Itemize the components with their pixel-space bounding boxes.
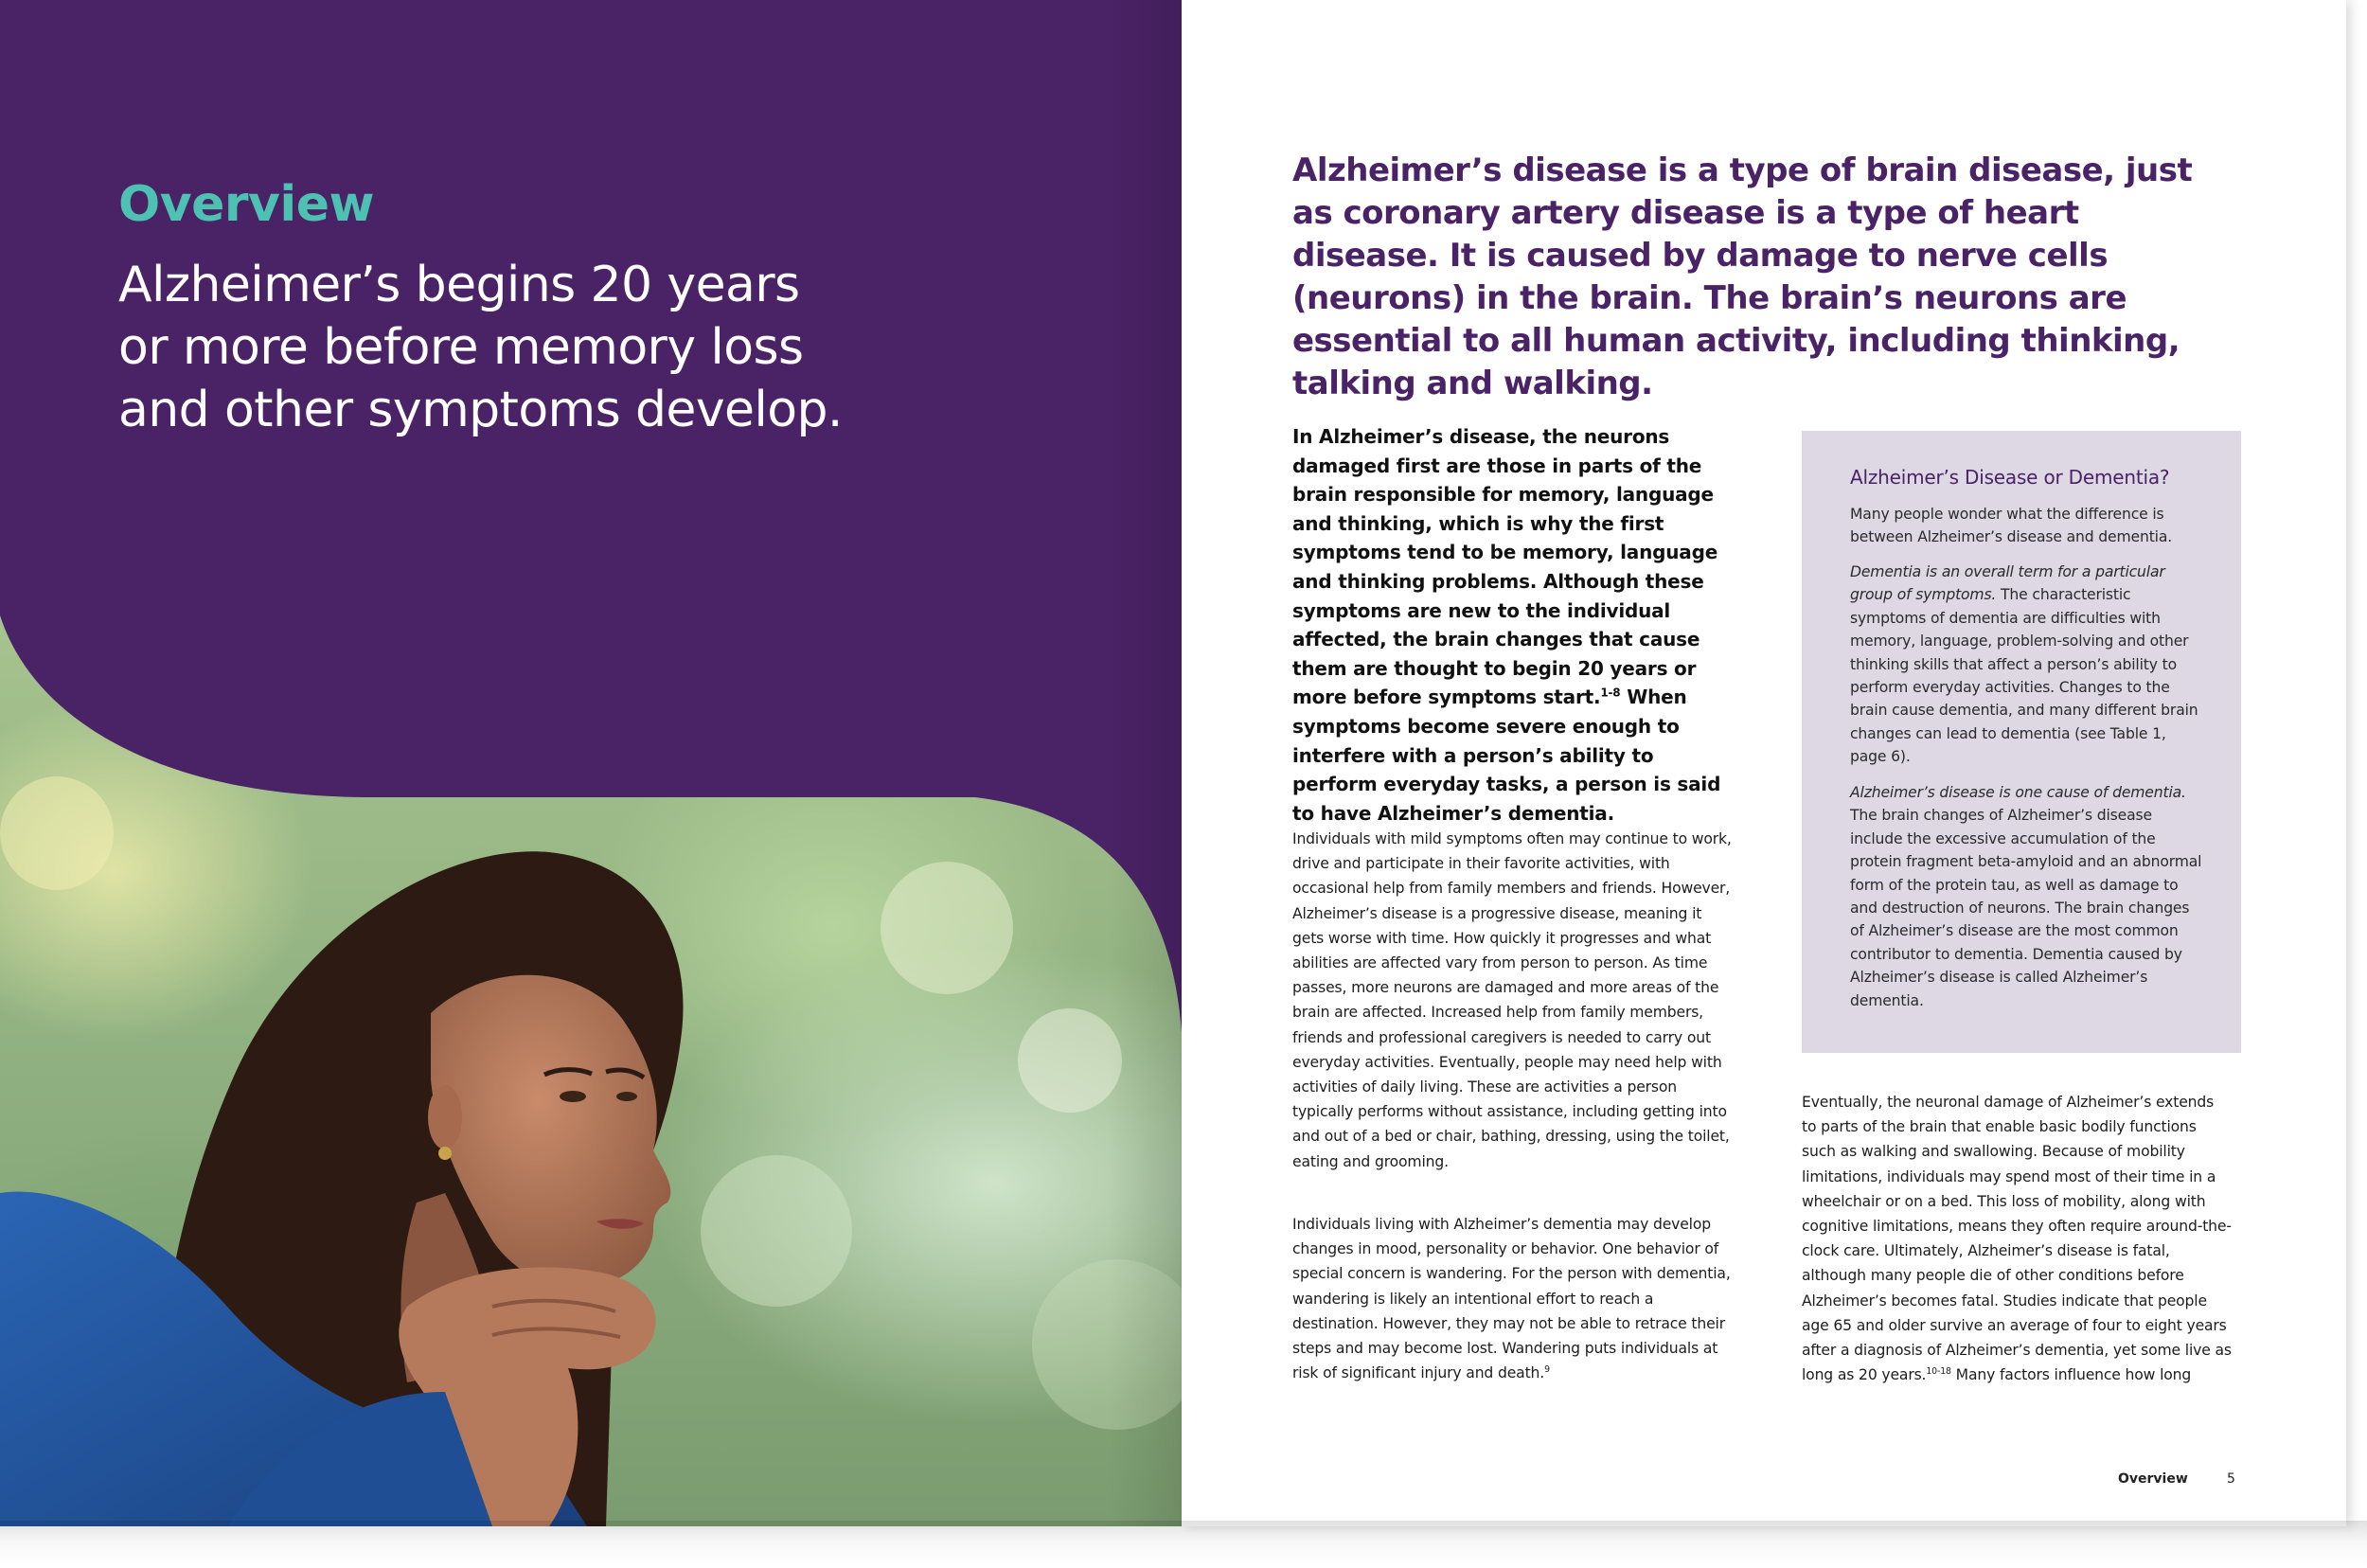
intro-text-continued: When symptoms become severe enough to interfere with a person’s ability to perform everyday tasks, a person is said to have Alzheimer’s dementia. bbox=[1292, 686, 1721, 825]
body-text: Eventually, the neuronal damage of Alzheimer’s extends to parts of the brain that enable basic bodily functions such as walking and swallowing. Because of mobility limitations, individuals may spend most of their time in a wheelchair or on a bed. This loss of mobility, along with cognitive limitations, means they often require around-the-clock care. Ultimately, Alzheimer’s disease is fatal, although many people die of other conditions before Alzheimer’s becomes fatal. Studies indicate that people age 65 and older survive an average of four to eight years after a diagnosis of Alzheimer’s dementia, yet some live as long as 20 years. bbox=[1802, 1094, 2232, 1384]
lead-paragraph: Alzheimer’s disease is a type of brain disease, just as coronary artery disease is a type of heart disease. It is caused by damage to nerve cells (neurons) in the brain. The brain’s neurons are essential to all human activity, including thinking, talking and walking. bbox=[1292, 151, 2193, 402]
sidebar-text: The brain changes of Alzheimer’s disease include the excessive accumulation of the protein fragment beta-amyloid and an abnormal form of the protein tau, as well as damage to and destruction of neurons. The brain changes of Alzheimer’s disease are the most common contributor to dementia. Dementia caused by Alzheimer’s disease is called Alzheimer’s dementia. bbox=[1850, 807, 2202, 1009]
citation-ref: 10-18 bbox=[1926, 1366, 1951, 1378]
sidebar-italic-lead: Dementia is an overall term for a particular group of symptoms. bbox=[1850, 563, 2165, 604]
citation-ref: 1-8 bbox=[1600, 686, 1621, 700]
sidebar-title: Alzheimer’s Disease or Dementia? bbox=[1850, 466, 2170, 489]
citation-ref: 9 bbox=[1544, 1364, 1550, 1376]
sidebar-paragraph bbox=[1850, 561, 2202, 769]
intro-paragraph bbox=[1292, 422, 1737, 828]
footer-section-label: Overview bbox=[2118, 1471, 2188, 1487]
body-paragraph bbox=[1292, 1212, 1737, 1385]
page-number: 5 bbox=[2227, 1471, 2235, 1487]
sidebar-italic-lead: Alzheimer’s disease is one cause of dementia. bbox=[1850, 784, 2186, 801]
sidebar-paragraph: Many people wonder what the difference is between Alzheimer’s disease and dementia. bbox=[1850, 506, 2173, 546]
left-page bbox=[0, 0, 1182, 1526]
overview-heading: Overview bbox=[118, 176, 375, 233]
body-paragraph bbox=[1802, 1090, 2233, 1387]
sidebar-paragraph bbox=[1850, 781, 2202, 1012]
body-paragraph: Individuals with mild symptoms often may continue to work, drive and participate in their favorite activities, with occasional help from family members and friends. However, Alzheimer’s disease is a progressive disease, meaning it gets worse with time. How quickly it progresses and what abilities are affected vary from person to person. As time passes, more neurons are damaged and more areas of the brain are affected. Increased help from family members, friends and professional caregivers is needed to carry out everyday activities. Eventually, people may need help with activities of daily living. These are activities a person typically performs without assistance, including getting into and out of a bed or chair, bathing, dressing, using the toilet, eating and grooming. bbox=[1292, 830, 1732, 1170]
book-shadow bbox=[0, 1521, 2367, 1568]
intro-text: In Alzheimer’s disease, the neurons damaged first are those in parts of the brain responsible for memory, language and thinking, which is why the first symptoms tend to be memory, language and thinking problems. Although these symptoms are new to the individual affected, the brain changes that cause them are thought to begin 20 years or more before symptoms start. bbox=[1292, 425, 1718, 709]
sidebar-text: The characteristic symptoms of dementia are difficulties with memory, language, problem-solving and other thinking skills that affect a person’s ability to perform everyday activities. Changes to the brain cause dementia, and many different brain changes can lead to dementia (see Table 1, page 6). bbox=[1850, 586, 2198, 766]
body-text-continued: Many factors influence how long bbox=[1950, 1366, 2192, 1384]
body-text: Individuals living with Alzheimer’s dementia may develop changes in mood, personality or behavior. One behavior of special concern is wandering. For the person with dementia, wandering is likely an intentional effort to reach a destination. However, they may not be able to retrace their steps and may become lost. Wandering puts individuals at risk of significant injury and death. bbox=[1292, 1216, 1731, 1382]
overview-subheading: Alzheimer’s begins 20 years or more before memory loss and other symptoms develop. bbox=[118, 257, 843, 438]
